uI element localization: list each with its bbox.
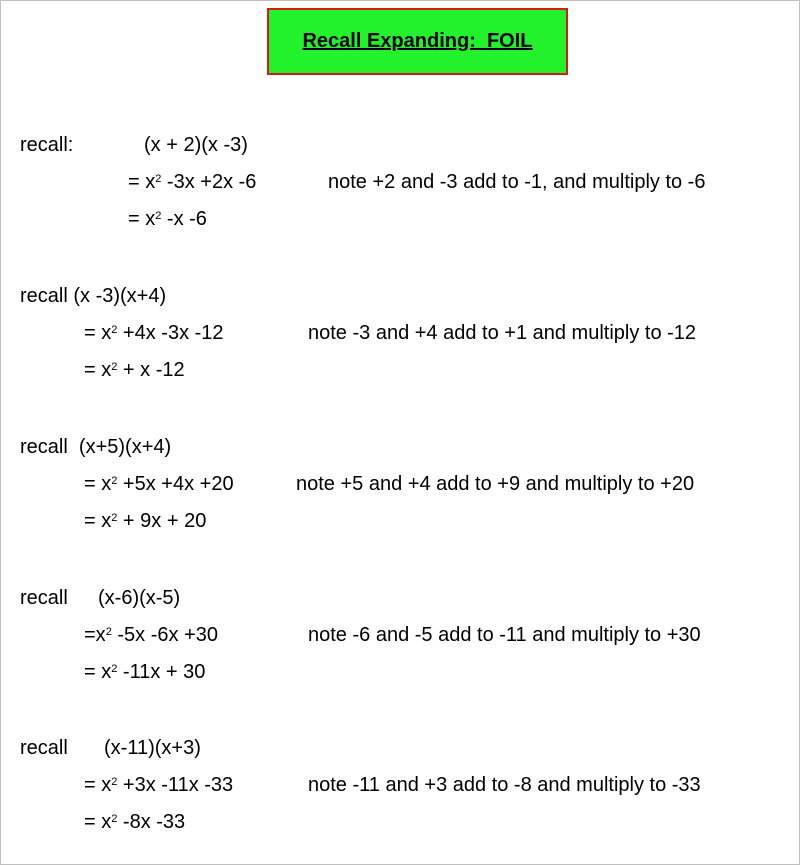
exponent: 2: [111, 361, 118, 373]
step-rest: -8x -33: [117, 811, 186, 833]
step-prefix: = x: [84, 661, 112, 683]
example-4-label: recall: [20, 587, 68, 609]
exponent: 2: [105, 626, 112, 638]
exponent: 2: [111, 776, 118, 788]
example-1-label: recall:: [20, 134, 74, 156]
example-3-step-1: [84, 472, 234, 496]
example-4-step-2: [84, 660, 205, 684]
step-prefix: = x: [84, 510, 112, 532]
step-prefix: = x: [84, 322, 112, 344]
example-3-note: note +5 and +4 add to +9 and multiply to +20: [296, 473, 695, 495]
example-4-note: note -6 and -5 add to -11 and multiply to +30: [308, 624, 701, 646]
step-rest: -5x -6x +30: [111, 624, 218, 646]
exponent: 2: [111, 512, 118, 524]
example-2-label: recall (x -3)(x+4): [20, 285, 167, 307]
example-5-label: recall: [20, 737, 68, 759]
page-title: Recall Expanding: FOIL: [302, 30, 533, 52]
step-rest: + 9x + 20: [117, 510, 207, 532]
example-2-note: note -3 and +4 add to +1 and multiply to -12: [308, 322, 697, 344]
example-2-step-2: [84, 358, 185, 382]
step-prefix: = x: [84, 473, 112, 495]
example-1-step-2: [128, 207, 207, 231]
exponent: 2: [111, 475, 118, 487]
step-rest: -x -6: [161, 208, 207, 230]
step-prefix: = x: [84, 774, 112, 796]
title-box: [267, 8, 568, 75]
example-4-expression: (x-6)(x-5): [98, 587, 181, 609]
example-1-expression: (x + 2)(x -3): [144, 134, 248, 156]
example-1-step-1: [128, 170, 256, 194]
step-prefix: = x: [84, 811, 112, 833]
step-rest: +3x -11x -33: [117, 774, 234, 796]
example-5-note: note -11 and +3 add to -8 and multiply to -33: [308, 774, 701, 796]
example-5-step-1: [84, 773, 233, 797]
step-rest: -11x + 30: [117, 661, 206, 683]
step-rest: +5x +4x +20: [117, 473, 234, 495]
step-prefix: = x: [84, 359, 112, 381]
example-3-label: recall (x+5)(x+4): [20, 436, 172, 458]
example-1-note: note +2 and -3 add to -1, and multiply to -6: [328, 171, 706, 193]
step-prefix: = x: [128, 171, 156, 193]
exponent: 2: [111, 813, 118, 825]
example-2-step-1: [84, 321, 224, 345]
example-5-step-2: [84, 810, 185, 834]
exponent: 2: [111, 663, 118, 675]
step-rest: -3x +2x -6: [161, 171, 257, 193]
exponent: 2: [155, 210, 162, 222]
example-5-expression: (x-11)(x+3): [104, 737, 201, 759]
exponent: 2: [155, 173, 162, 185]
step-rest: + x -12: [117, 359, 185, 381]
example-3-step-2: [84, 509, 206, 533]
step-rest: +4x -3x -12: [117, 322, 224, 344]
step-prefix: =x: [84, 624, 106, 646]
step-prefix: = x: [128, 208, 156, 230]
example-4-step-1: [84, 623, 218, 647]
exponent: 2: [111, 324, 118, 336]
